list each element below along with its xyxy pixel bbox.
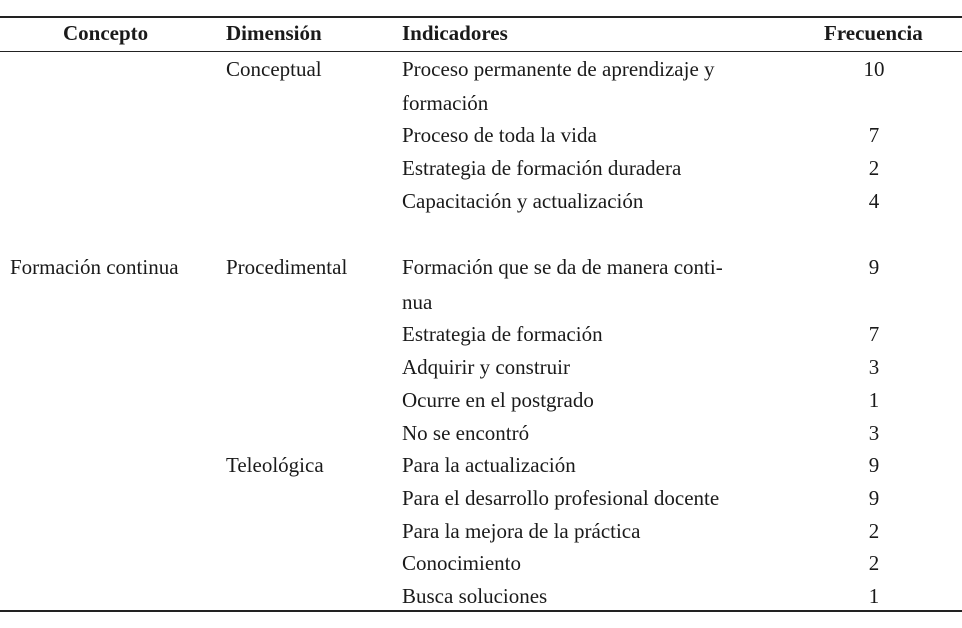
header-frecuencia: Frecuencia [824,21,923,45]
indicator-line: formación [402,91,489,115]
indicator-line: Capacitación y actualización [402,189,644,213]
indicator-line: Adquirir y construir [402,355,570,379]
indicator-line: Conocimiento [402,551,521,575]
indicator-line: Para la mejora de la práctica [402,519,641,543]
frequency-cell: 2 [868,519,880,543]
header-rule [0,51,962,52]
frequency-cell: 3 [868,355,880,379]
dimension-conceptual: Conceptual [226,57,322,81]
frequency-cell: 10 [863,57,885,81]
frequency-cell: 4 [868,189,880,213]
dimension-teleologica: Teleológica [226,453,324,477]
bottom-rule [0,610,962,612]
frequency-cell: 2 [868,551,880,575]
top-rule [0,16,962,18]
indicator-line: Proceso permanente de aprendizaje y [402,57,715,81]
concept-cell: Formación continua [10,255,179,279]
frequency-cell: 9 [868,453,880,477]
frequency-cell: 1 [868,584,880,608]
header-indicadores: Indicadores [402,21,508,45]
indicator-line: Para el desarrollo profesional docente [402,486,720,510]
frequency-cell: 7 [868,322,880,346]
frequency-cell: 9 [868,255,880,279]
indicator-line: nua [402,290,433,314]
indicator-line: Formación que se da de manera conti- [402,255,723,279]
indicator-line: Ocurre en el postgrado [402,388,594,412]
indicator-line: Estrategia de formación duradera [402,156,682,180]
header-dimension: Dimensión [226,21,322,45]
frequency-cell: 2 [868,156,880,180]
header-concepto: Concepto [63,21,149,45]
frequency-cell: 1 [868,388,880,412]
indicator-line: Busca soluciones [402,584,548,608]
indicator-line: No se encontró [402,421,530,445]
frequency-cell: 7 [868,123,880,147]
indicator-line: Estrategia de formación [402,322,603,346]
frequency-cell: 3 [868,421,880,445]
indicator-line: Para la actualización [402,453,576,477]
frequency-cell: 9 [868,486,880,510]
indicator-line: Proceso de toda la vida [402,123,597,147]
dimension-procedimental: Procedimental [226,255,348,279]
